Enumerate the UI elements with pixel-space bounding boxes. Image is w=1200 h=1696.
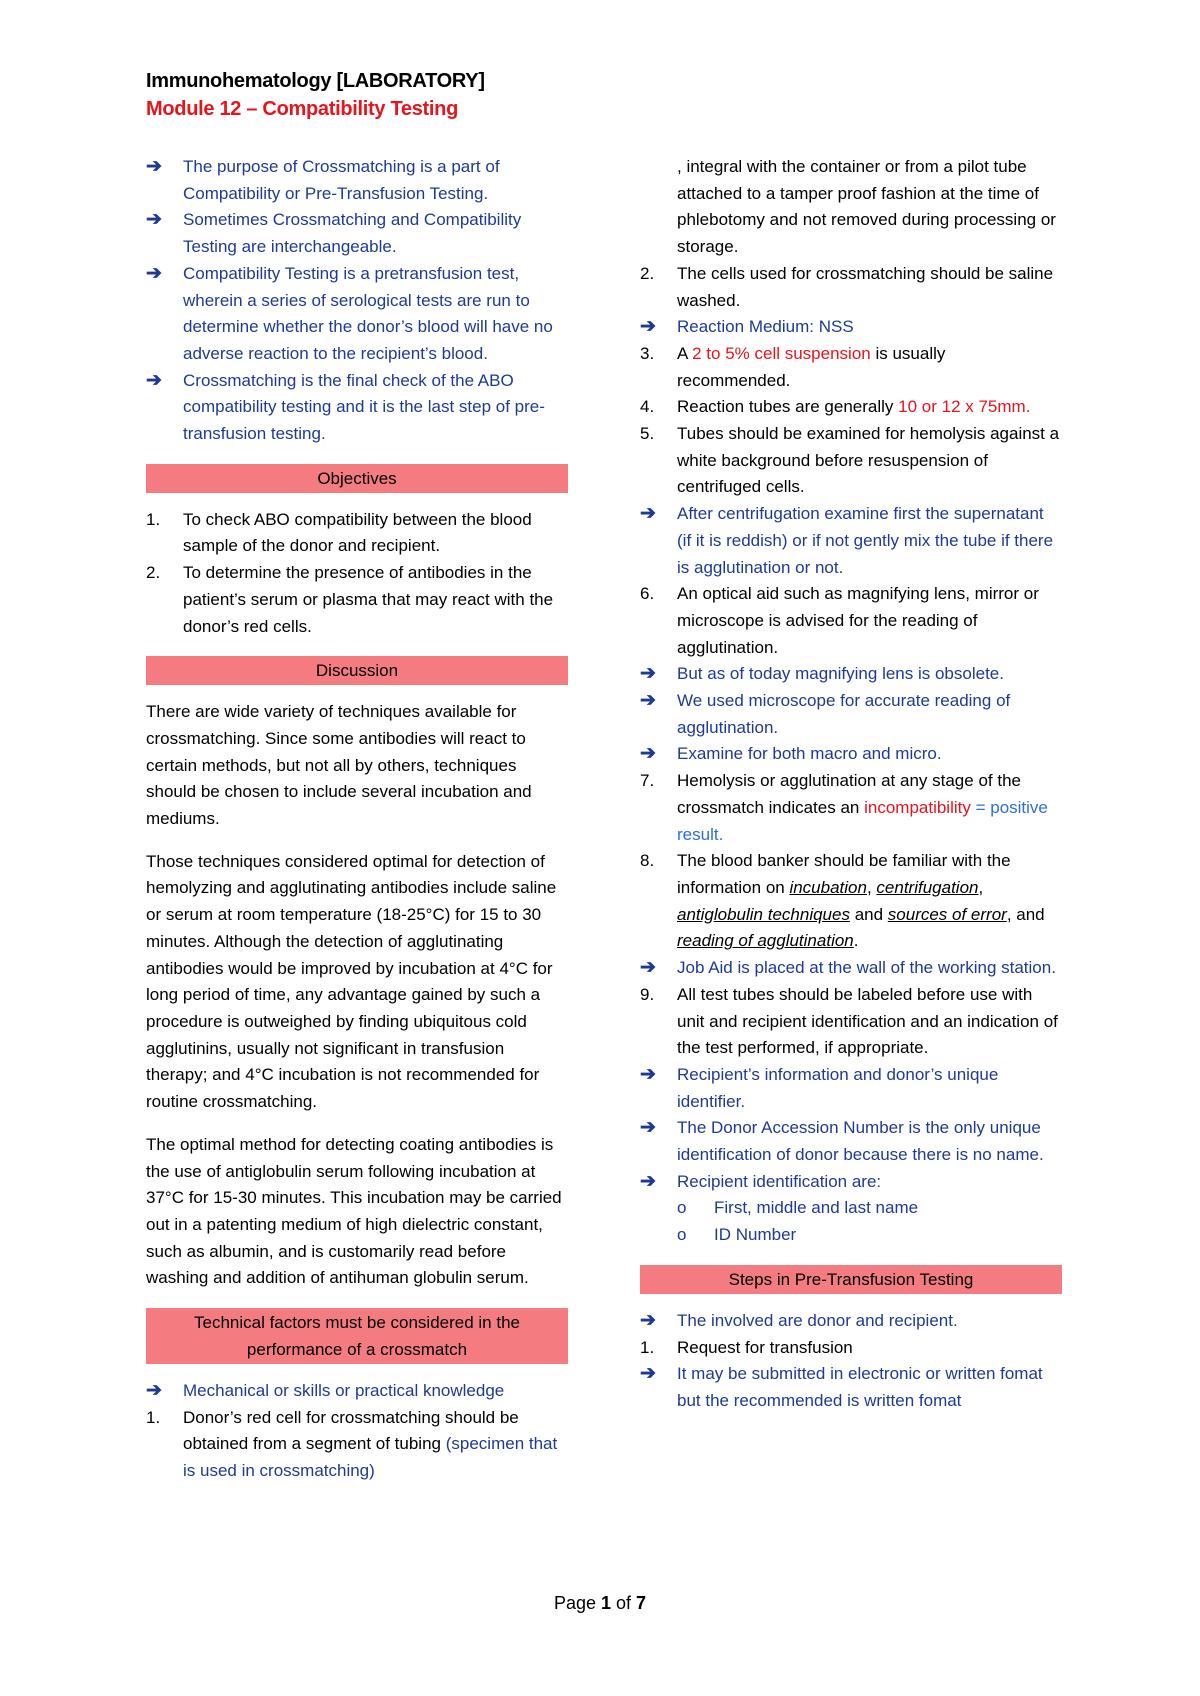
- step-item: 1. Request for transfusion: [640, 1337, 853, 1357]
- technical-item: 5. Tubes should be examined for hemolysis against a white background before resuspension of centrifuged cells.: [640, 424, 1060, 497]
- technical-heading: Technical factors must be considered in the performance of a crossmatch: [146, 1308, 568, 1364]
- technical-item: 4. Reaction tubes are generally 10 or 12 x 75mm.: [640, 397, 1031, 417]
- lens-bullet: ➔ But as of today magnifying lens is obsolete.: [640, 661, 1062, 688]
- technical-item-1: 1. Donor’s red cell for crossmatching should be obtained from a segment of tubing (specimen that is used in crossmatching): [146, 1407, 558, 1481]
- circle-bullet-icon: o: [677, 1198, 687, 1218]
- arrow-right-icon: ➔: [640, 1063, 656, 1085]
- arrow-right-icon: ➔: [146, 156, 162, 177]
- arrow-right-icon: ➔: [640, 663, 656, 685]
- macro-micro-bullet: ➔ Examine for both macro and micro.: [640, 741, 1062, 768]
- intro-bullet: ➔ Compatibility Testing is a pretransfusion test, wherein a series of serological tests are run to determine whether the donor’s blood will have no adverse reaction to the recipient’s blood.: [146, 262, 553, 363]
- left-column: [146, 154, 568, 1485]
- module-title: Module 12 – Compatibility Testing: [146, 98, 458, 120]
- arrow-right-icon: ➔: [640, 743, 656, 765]
- right-column: [640, 154, 1062, 1415]
- technical-item: 7. Hemolysis or agglutination at any stage of the crossmatch indicates an incompatibility = positive result.: [640, 771, 1048, 844]
- recipient-info-bullet: ➔ Recipient’s information and donor’s unique identifier.: [640, 1063, 999, 1111]
- circle-bullet-icon: o: [677, 1225, 687, 1245]
- arrow-right-icon: ➔: [640, 690, 656, 712]
- involved-bullet: ➔ The involved are donor and recipient.: [640, 1308, 1062, 1335]
- objectives-heading: Objectives: [146, 464, 568, 493]
- arrow-right-icon: ➔: [146, 262, 162, 284]
- arrow-right-icon: ➔: [640, 503, 656, 525]
- technical-item: 8. The blood banker should be familiar with the information on incubation, centrifugation, antiglobulin techniques and sources of error, and reading of agglutination.: [640, 851, 1045, 951]
- arrow-right-icon: ➔: [640, 1170, 656, 1192]
- mechanical-bullet: ➔ Mechanical or skills or practical knowledge: [146, 1378, 568, 1405]
- technical-item: 6. An optical aid such as magnifying lens, mirror or microscope is advised for the reading of agglutination.: [640, 584, 1039, 657]
- discussion-paragraph: There are wide variety of techniques available for crossmatching. Since some antibodies will react to certain methods, but not all by others, techniques should be chosen to include several incubation and mediums.: [146, 702, 532, 829]
- arrow-right-icon: ➔: [640, 1363, 656, 1385]
- microscope-bullet: ➔ We used microscope for accurate reading of agglutination.: [640, 690, 1011, 737]
- discussion-paragraph: Those techniques considered optimal for detection of hemolyzing and agglutinating antibodies include saline or serum at room temperature (18-25°C) for 15 to 30 minutes. Although the detection of agglutinating antibodies would be improved by incubation at 4°C for long period of time, any advantage gained by such a procedure is outweighed by finding ubiquitous cold agglutinins, usually not significant in transfusion therapy; and 4°C incubation is not recommended for routine crossmatching.: [146, 851, 557, 1112]
- job-aid-bullet: ➔ Job Aid is placed at the wall of the working station.: [640, 955, 1062, 982]
- arrow-right-icon: ➔: [640, 1117, 656, 1139]
- objective-item: 2. To determine the presence of antibodies in the patient’s serum or plasma that may react with the donor’s red cells.: [146, 563, 554, 636]
- arrow-right-icon: ➔: [146, 369, 162, 391]
- objective-item: 1. To check ABO compatibility between the blood sample of the donor and recipient.: [146, 509, 532, 556]
- course-title: Immunohematology [LABORATORY]: [146, 70, 485, 92]
- arrow-right-icon: ➔: [146, 1380, 162, 1402]
- specimen-note: (specimen that is used in crossmatching): [183, 1434, 558, 1481]
- discussion-heading: Discussion: [146, 656, 568, 685]
- steps-heading: Steps in Pre-Transfusion Testing: [640, 1265, 1062, 1294]
- arrow-right-icon: ➔: [640, 316, 656, 338]
- recipient-id-sub-item: o ID Number: [640, 1222, 1062, 1249]
- technical-item-1-continued: , integral with the container or from a pilot tube attached to a tamper proof fashion at the time of phlebotomy and not removed during processing or storage.: [677, 157, 1056, 257]
- technical-item: 9. All test tubes should be labeled before use with unit and recipient identification and an indication of the test performed, if appropriate.: [640, 984, 1058, 1058]
- technical-item: 2. The cells used for crossmatching should be saline washed.: [640, 263, 1054, 310]
- arrow-right-icon: ➔: [640, 957, 656, 979]
- intro-bullet: ➔ Sometimes Crossmatching and Compatibility Testing are interchangeable.: [146, 209, 522, 257]
- donor-accession-bullet: ➔ The Donor Accession Number is the only unique identification of donor because there is no name.: [640, 1117, 1044, 1165]
- arrow-right-icon: ➔: [640, 1309, 656, 1331]
- intro-bullet: ➔ Crossmatching is the final check of the ABO compatibility testing and it is the last step of pre-transfusion testing.: [146, 369, 545, 444]
- technical-item: 3. A 2 to 5% cell suspension is usually recommended.: [640, 343, 946, 390]
- intro-bullet: ➔ The purpose of Crossmatching is a part of Compatibility or Pre-Transfusion Testing.: [146, 156, 500, 203]
- arrow-right-icon: ➔: [146, 209, 162, 231]
- recipient-id-sub-item: o First, middle and last name: [640, 1195, 1062, 1222]
- after-centrifugation-bullet: ➔ After centrifugation examine first the supernatant (if it is reddish) or if not gently mix the tube if there is agglutination or not.: [640, 503, 1054, 577]
- submitted-bullet: ➔ It may be submitted in electronic or written fomat but the recommended is written fomat: [640, 1363, 1043, 1410]
- discussion-paragraph: The optimal method for detecting coating antibodies is the use of antiglobulin serum following incubation at 37°C for 15-30 minutes. This incubation may be carried out in a patenting medium of high dielectric constant, such as albumin, and is customarily read before washing and addition of antihuman globulin serum.: [146, 1134, 562, 1288]
- page-footer: Page 1 of 7: [553, 1593, 647, 1613]
- recipient-id-bullet: ➔ Recipient identification are:: [640, 1169, 1062, 1196]
- reaction-medium-bullet: ➔ Reaction Medium: NSS: [640, 314, 1062, 341]
